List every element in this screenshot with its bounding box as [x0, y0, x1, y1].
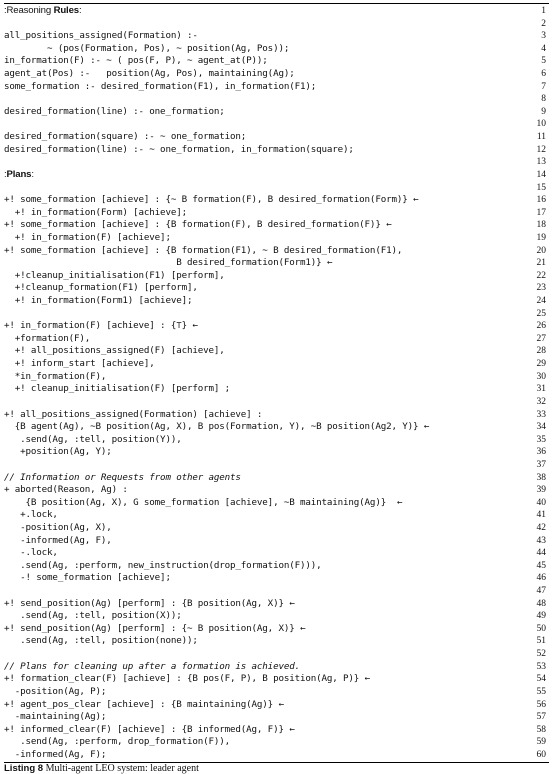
- code-text: [4, 270, 532, 283]
- code-segment: +.lock,: [4, 509, 58, 521]
- code-line: [4, 623, 549, 636]
- line-number: 40: [536, 497, 546, 508]
- code-line: [4, 736, 549, 749]
- code-text: [4, 30, 532, 43]
- code-segment: agent_at(Pos) :- position(Ag, Pos), maintaining(Ag);: [4, 68, 295, 80]
- code-text: [4, 320, 532, 333]
- caption-label: Listing 8: [4, 763, 44, 774]
- code-text: [4, 169, 532, 182]
- code-text: [4, 572, 532, 585]
- code-line: [4, 509, 549, 522]
- line-number: 35: [536, 434, 546, 445]
- code-line: [4, 232, 549, 245]
- code-line: [4, 497, 549, 510]
- line-number: 60: [536, 749, 546, 760]
- code-text: [4, 232, 532, 245]
- code-segment: +! all_positions_assigned(F) [achieve],: [4, 345, 225, 357]
- code-segment: // Information or Requests from other agents: [4, 471, 241, 483]
- code-text: [4, 345, 532, 358]
- code-line: [4, 194, 549, 207]
- code-segment: +! in_formation(F) [achieve] : {⊤} ←: [4, 320, 198, 332]
- code-text: [4, 434, 532, 447]
- line-number: 28: [536, 346, 546, 357]
- code-line: [4, 106, 549, 119]
- code-segment: // Plans for cleaning up after a formation is achieved.: [4, 660, 300, 672]
- code-segment: -position(Ag, X),: [4, 521, 112, 533]
- code-line: [4, 144, 549, 157]
- line-number: 38: [536, 472, 546, 483]
- code-text: [4, 219, 532, 232]
- code-line: [4, 383, 549, 396]
- code-line: [4, 661, 549, 674]
- line-number: 10: [536, 119, 546, 130]
- line-number: 51: [536, 636, 546, 647]
- code-segment: all_positions_assigned(Formation) :-: [4, 30, 198, 42]
- line-number: 52: [536, 649, 546, 660]
- line-number: 45: [536, 560, 546, 571]
- code-text: [4, 610, 532, 623]
- line-number: 44: [536, 548, 546, 559]
- code-text: [4, 131, 532, 144]
- code-line: [4, 55, 549, 68]
- line-number: 57: [536, 712, 546, 723]
- line-number: 16: [536, 195, 546, 206]
- code-line: [4, 333, 549, 346]
- code-line: [4, 522, 549, 535]
- code-text: [4, 522, 532, 535]
- line-number: 27: [536, 333, 546, 344]
- line-number: 37: [536, 459, 546, 470]
- code-segment: -! some_formation [achieve];: [4, 572, 171, 584]
- code-segment: {B agent(Ag), ~B position(Ag, X), B pos(Formation, Y), ~B position(Ag2, Y)} ←: [4, 421, 430, 433]
- code-segment: +! send_position(Ag) [perform] : {~ B position(Ag, X)} ←: [4, 622, 306, 634]
- code-line: [4, 5, 549, 18]
- code-line: [4, 219, 549, 232]
- line-number: 12: [536, 144, 546, 155]
- line-number: 23: [536, 283, 546, 294]
- code-line: [4, 699, 549, 712]
- code-line: [4, 295, 549, 308]
- code-line: [4, 472, 549, 485]
- code-segment: -.lock,: [4, 547, 58, 559]
- code-segment: :: [4, 168, 7, 180]
- code-line: [4, 282, 549, 295]
- code-line: [4, 320, 549, 333]
- code-segment: +! all_positions_assigned(Formation) [achieve] :: [4, 408, 263, 420]
- code-line: [4, 585, 549, 598]
- code-segment: .send(Ag, :tell, position(Y)),: [4, 433, 182, 445]
- code-text: [4, 383, 532, 396]
- code-text: [4, 509, 532, 522]
- code-line: [4, 182, 549, 195]
- code-line: [4, 648, 549, 661]
- line-number: 13: [536, 157, 546, 168]
- code-segment: ~ (pos(Formation, Pos), ~ position(Ag, Pos));: [4, 42, 290, 54]
- code-text: [4, 699, 532, 712]
- code-line: [4, 81, 549, 94]
- code-line: [4, 484, 549, 497]
- code-segment: +! inform_start [achieve],: [4, 358, 155, 370]
- code-segment: desired_formation(square) :- ~ one_formation;: [4, 131, 247, 143]
- code-segment: +formation(F),: [4, 332, 91, 344]
- line-number: 42: [536, 522, 546, 533]
- code-text: [4, 598, 532, 611]
- code-text: [4, 194, 532, 207]
- code-segment: -informed(Ag, F),: [4, 534, 112, 546]
- code-segment: B desired_formation(Form1)} ←: [4, 257, 333, 269]
- code-line: [4, 43, 549, 56]
- code-segment: +!cleanup_initialisation(F1) [perform],: [4, 269, 225, 281]
- code-segment: desired_formation(line) :- ~ one_formation, in_formation(square);: [4, 143, 354, 155]
- code-segment: +! formation_clear(F) [achieve] : {B pos(F, P), B position(Ag, P)} ←: [4, 673, 370, 685]
- code-text: [4, 623, 532, 636]
- code-line: [4, 18, 549, 31]
- line-number: 26: [536, 321, 546, 332]
- code-text: [4, 661, 532, 674]
- code-text: [4, 535, 532, 548]
- line-number: 34: [536, 422, 546, 433]
- code-line: [4, 409, 549, 422]
- line-number: 53: [536, 661, 546, 672]
- code-segment: +! agent_pos_clear [achieve] : {B maintaining(Ag)} ←: [4, 698, 284, 710]
- code-text: [4, 55, 532, 68]
- line-number: 36: [536, 447, 546, 458]
- code-text: [4, 207, 532, 220]
- code-segment: +! in_formation(F) [achieve];: [4, 231, 171, 243]
- code-line: [4, 711, 549, 724]
- code-text: [4, 724, 532, 737]
- line-number: 31: [536, 384, 546, 395]
- code-listing: [4, 3, 549, 763]
- code-text: [4, 711, 532, 724]
- section-keyword: Rules: [53, 5, 79, 16]
- code-text: [4, 295, 532, 308]
- code-line: [4, 358, 549, 371]
- code-text: [4, 144, 532, 157]
- code-line: [4, 156, 549, 169]
- code-line: [4, 345, 549, 358]
- code-line: [4, 686, 549, 699]
- code-segment: .send(Ag, :perform, drop_formation(F)),: [4, 736, 231, 748]
- code-text: [4, 421, 532, 434]
- code-segment: some_formation :- desired_formation(F1), in_formation(F1);: [4, 80, 317, 92]
- code-line: [4, 459, 549, 472]
- line-number: 25: [536, 308, 546, 319]
- code-line: [4, 421, 549, 434]
- code-segment: +! cleanup_initialisation(F) [perform] ;: [4, 383, 231, 395]
- code-text: [4, 560, 532, 573]
- line-number: 9: [541, 106, 546, 117]
- line-number: 47: [536, 586, 546, 597]
- code-line: [4, 169, 549, 182]
- code-text: [4, 446, 532, 459]
- code-line: [4, 30, 549, 43]
- code-text: [4, 484, 532, 497]
- code-line: [4, 635, 549, 648]
- code-text: [4, 333, 532, 346]
- code-lines: [4, 4, 549, 762]
- line-number: 14: [536, 169, 546, 180]
- line-number: 20: [536, 245, 546, 256]
- line-number: 18: [536, 220, 546, 231]
- line-number: 56: [536, 699, 546, 710]
- code-line: [4, 396, 549, 409]
- code-line: [4, 68, 549, 81]
- code-line: [4, 446, 549, 459]
- code-line: [4, 598, 549, 611]
- code-text: [4, 245, 532, 258]
- code-line: [4, 257, 549, 270]
- code-segment: -maintaining(Ag);: [4, 711, 107, 723]
- code-text: [4, 43, 532, 56]
- code-line: [4, 270, 549, 283]
- code-segment: +! send_position(Ag) [perform] : {B position(Ag, X)} ←: [4, 597, 295, 609]
- code-text: [4, 282, 532, 295]
- line-number: 15: [536, 182, 546, 193]
- code-line: [4, 535, 549, 548]
- code-segment: *in_formation(F),: [4, 370, 107, 382]
- code-line: [4, 434, 549, 447]
- code-text: [4, 257, 532, 270]
- code-segment: +! in_formation(Form) [achieve];: [4, 206, 187, 218]
- line-number: 59: [536, 737, 546, 748]
- code-segment: -position(Ag, P);: [4, 685, 107, 697]
- line-number: 58: [536, 724, 546, 735]
- line-number: 22: [536, 270, 546, 281]
- code-segment: +! in_formation(Form1) [achieve];: [4, 295, 193, 307]
- line-number: 1: [541, 6, 546, 16]
- code-text: [4, 686, 532, 699]
- line-number: 32: [536, 396, 546, 407]
- code-line: [4, 673, 549, 686]
- code-line: [4, 245, 549, 258]
- code-text: [4, 68, 532, 81]
- line-number: 6: [541, 69, 546, 80]
- code-text: [4, 409, 532, 422]
- code-line: [4, 749, 549, 762]
- line-number: 33: [536, 409, 546, 420]
- code-line: [4, 118, 549, 131]
- code-segment: in_formation(F) :- ~ ( pos(F, P), ~ agent_at(P));: [4, 55, 268, 67]
- code-text: [4, 497, 532, 510]
- listing-caption: [4, 763, 199, 774]
- line-number: 7: [541, 81, 546, 92]
- code-line: [4, 560, 549, 573]
- code-segment: {B position(Ag, X), G some_formation [achieve], ~B maintaining(Ag)} ←: [4, 496, 403, 508]
- line-number: 11: [536, 132, 546, 143]
- line-number: 46: [536, 573, 546, 584]
- code-segment: +! some_formation [achieve] : {B formation(F), B desired_formation(F)} ←: [4, 219, 392, 231]
- code-text: [4, 81, 532, 94]
- line-number: 55: [536, 686, 546, 697]
- code-text: [4, 749, 532, 762]
- code-text: [4, 106, 532, 119]
- line-number: 21: [536, 258, 546, 269]
- line-number: 8: [541, 94, 546, 105]
- code-line: [4, 371, 549, 384]
- code-line: [4, 131, 549, 144]
- code-text: [4, 472, 532, 485]
- code-segment: +! informed_clear(F) [achieve] : {B informed(Ag, F)} ←: [4, 723, 295, 735]
- code-text: [4, 358, 532, 371]
- code-line: [4, 207, 549, 220]
- code-segment: -informed(Ag, F);: [4, 748, 107, 760]
- code-segment: desired_formation(line) :- one_formation;: [4, 105, 225, 117]
- code-line: [4, 572, 549, 585]
- code-text: [4, 371, 532, 384]
- code-segment: .send(Ag, :perform, new_instruction(drop_formation(F))),: [4, 559, 322, 571]
- line-number: 54: [536, 674, 546, 685]
- line-number: 24: [536, 296, 546, 307]
- code-text: [4, 547, 532, 560]
- line-number: 17: [536, 207, 546, 218]
- code-segment: .send(Ag, :tell, position(none));: [4, 635, 198, 647]
- code-text: [4, 736, 532, 749]
- code-segment: +! some_formation [achieve] : {B formation(F1), ~ B desired_formation(F1),: [4, 244, 403, 256]
- code-text: [4, 5, 532, 18]
- line-number: 19: [536, 232, 546, 243]
- code-line: [4, 610, 549, 623]
- code-segment: +!cleanup_formation(F1) [perform],: [4, 282, 198, 294]
- line-number: 3: [541, 31, 546, 42]
- code-text: [4, 635, 532, 648]
- code-line: [4, 724, 549, 737]
- line-number: 2: [541, 18, 546, 29]
- line-number: 5: [541, 56, 546, 67]
- line-number: 41: [536, 510, 546, 521]
- line-number: 4: [541, 43, 546, 54]
- code-line: [4, 93, 549, 106]
- line-number: 30: [536, 371, 546, 382]
- code-segment: :: [31, 168, 34, 180]
- line-number: 49: [536, 611, 546, 622]
- code-segment: :: [78, 5, 82, 16]
- line-number: 50: [536, 623, 546, 634]
- caption-text: Multi-agent LEO system: leader agent: [45, 763, 199, 774]
- code-line: [4, 308, 549, 321]
- section-keyword: Plans: [6, 168, 32, 180]
- line-number: 48: [536, 598, 546, 609]
- line-number: 29: [536, 359, 546, 370]
- line-number: 43: [536, 535, 546, 546]
- code-line: [4, 547, 549, 560]
- code-segment: + aborted(Reason, Ag) :: [4, 484, 128, 496]
- code-segment: +! some_formation [achieve] : {~ B formation(F), B desired_formation(Form)} ←: [4, 194, 419, 206]
- line-number: 39: [536, 485, 546, 496]
- code-segment: :Reasoning: [4, 5, 54, 16]
- code-segment: .send(Ag, :tell, position(X));: [4, 610, 182, 622]
- code-segment: +position(Ag, Y);: [4, 446, 112, 458]
- code-text: [4, 673, 532, 686]
